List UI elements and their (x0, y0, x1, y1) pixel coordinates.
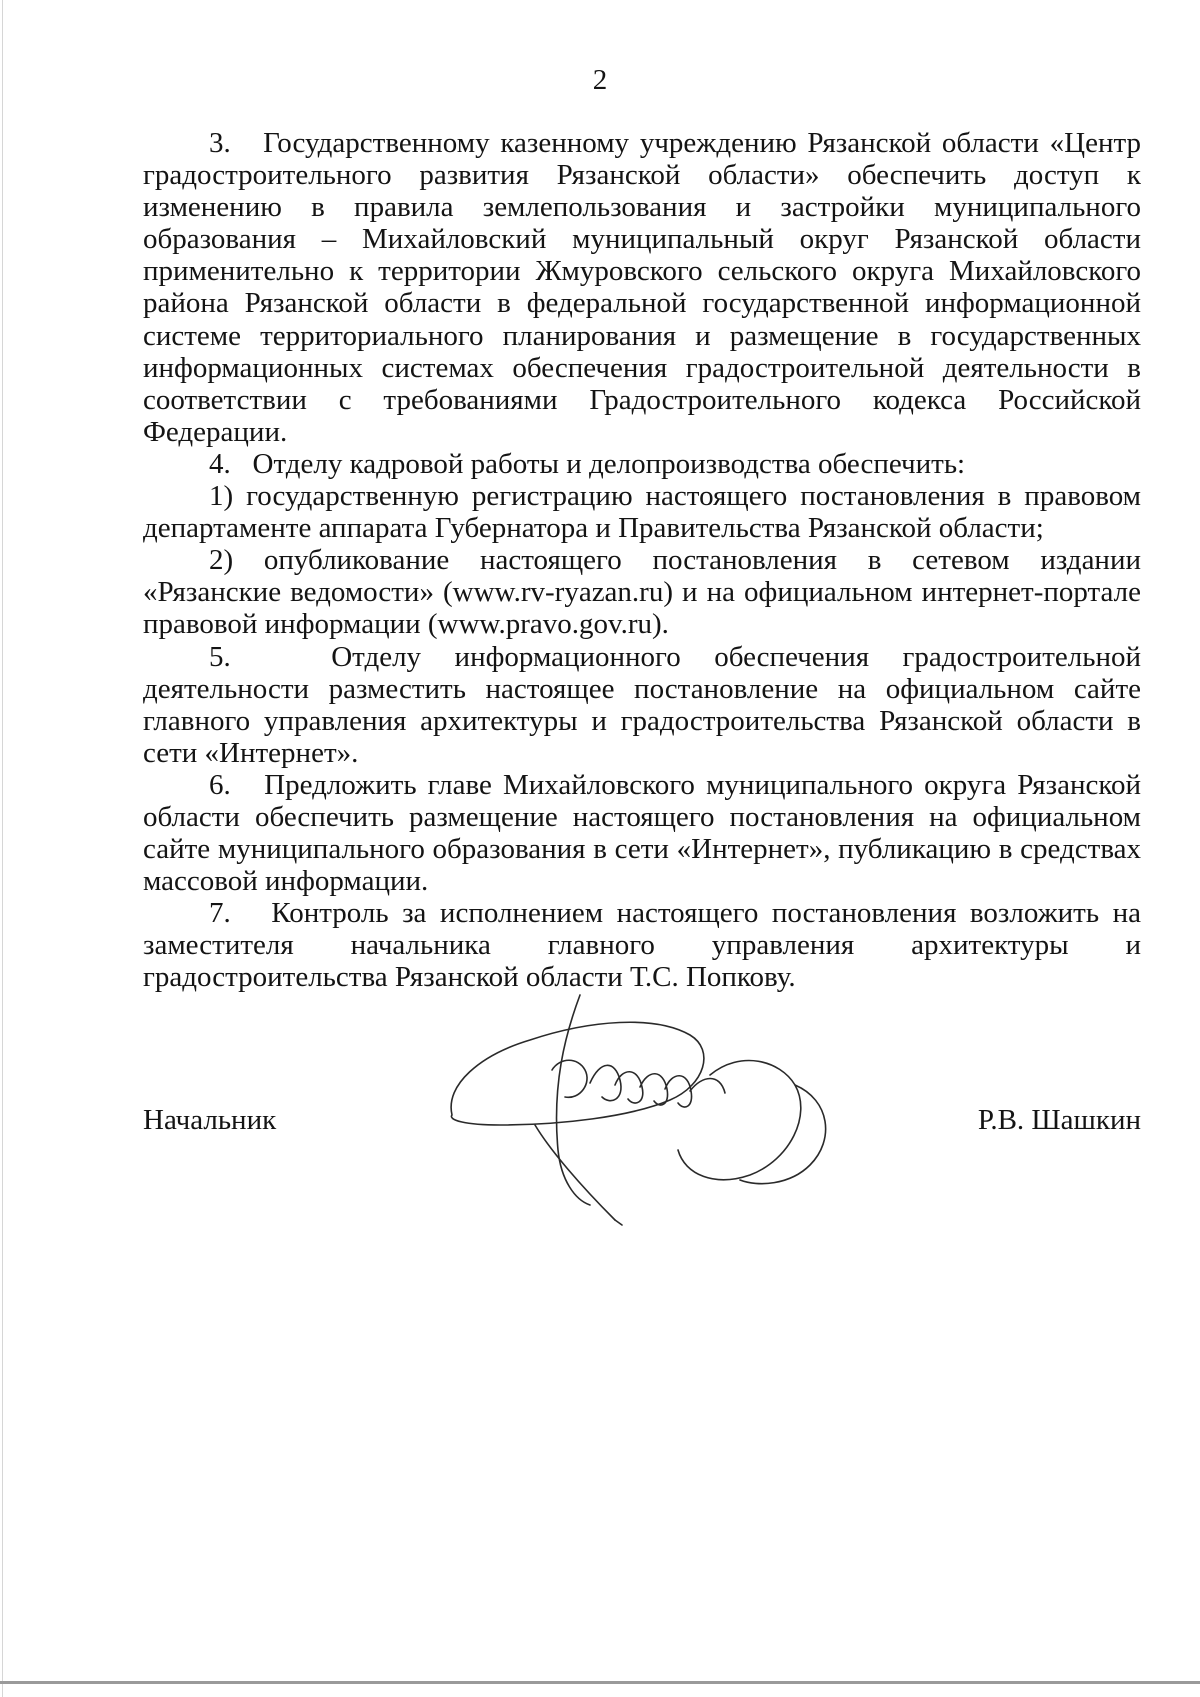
paragraph-4-1-registration: 1) государственную регистрацию настоящего постановления в правовом департаменте аппарата Губернатора и Правительства Рязанской области; (143, 480, 1141, 545)
paragraph-4-2-publication: 2) опубликование настоящего постановления в сетевом издании «Рязанские ведомости» (www.rv-ryazan.ru) и на официальном интернет-портале правовой информации (www.pravo.gov.ru). (143, 544, 1141, 641)
paragraph-3-gku-center: 3. Государственному казенному учреждению Рязанской области «Центр градостроительного развития Рязанской области» обеспечить доступ к изменению в правила землепользования и застройки муниципального образования – Михайловский муниципальный округ Рязанской области применительно к территории Жмуровского сельского округа Михайловского района Рязанской области в федеральной государственной информационной системе территориального планирования и размещение в государственных информационных системах обеспечения градостроительной деятельности в соответствии с требованиями Градостроительного кодекса Российской Федерации. (143, 127, 1141, 448)
paragraph-7-control: 7. Контроль за исполнением настоящего постановления возложить на заместителя начальника главного управления архитектуры и градостроительства Рязанской области Т.С. Попкову. (143, 897, 1141, 994)
handwritten-signature (440, 975, 880, 1245)
document-body (143, 127, 1141, 994)
paragraph-6-municipal-head: 6. Предложить главе Михайловского муниципального округа Рязанской области обеспечить размещение настоящего постановления на официальном сайте муниципального образования в сети «Интернет», публикацию в средствах массовой информации. (143, 768, 1141, 898)
signer-position-title: Начальник (143, 1104, 277, 1136)
scan-left-edge (2, 0, 3, 1697)
paragraph-5-information-department: 5. Отделу информационного обеспечения градостроительной деятельности разместить настоящее постановление на официальном сайте главного управления архитектуры и градостроительства Рязанской области в сети «Интернет». (143, 640, 1141, 769)
signer-name: Р.В. Шашкин (977, 1104, 1141, 1136)
paragraph-4-personnel-department: 4. Отделу кадровой работы и делопроизводства обеспечить: (209, 447, 966, 480)
scan-bottom-edge (0, 1681, 1200, 1684)
page-number: 2 (592, 64, 608, 96)
